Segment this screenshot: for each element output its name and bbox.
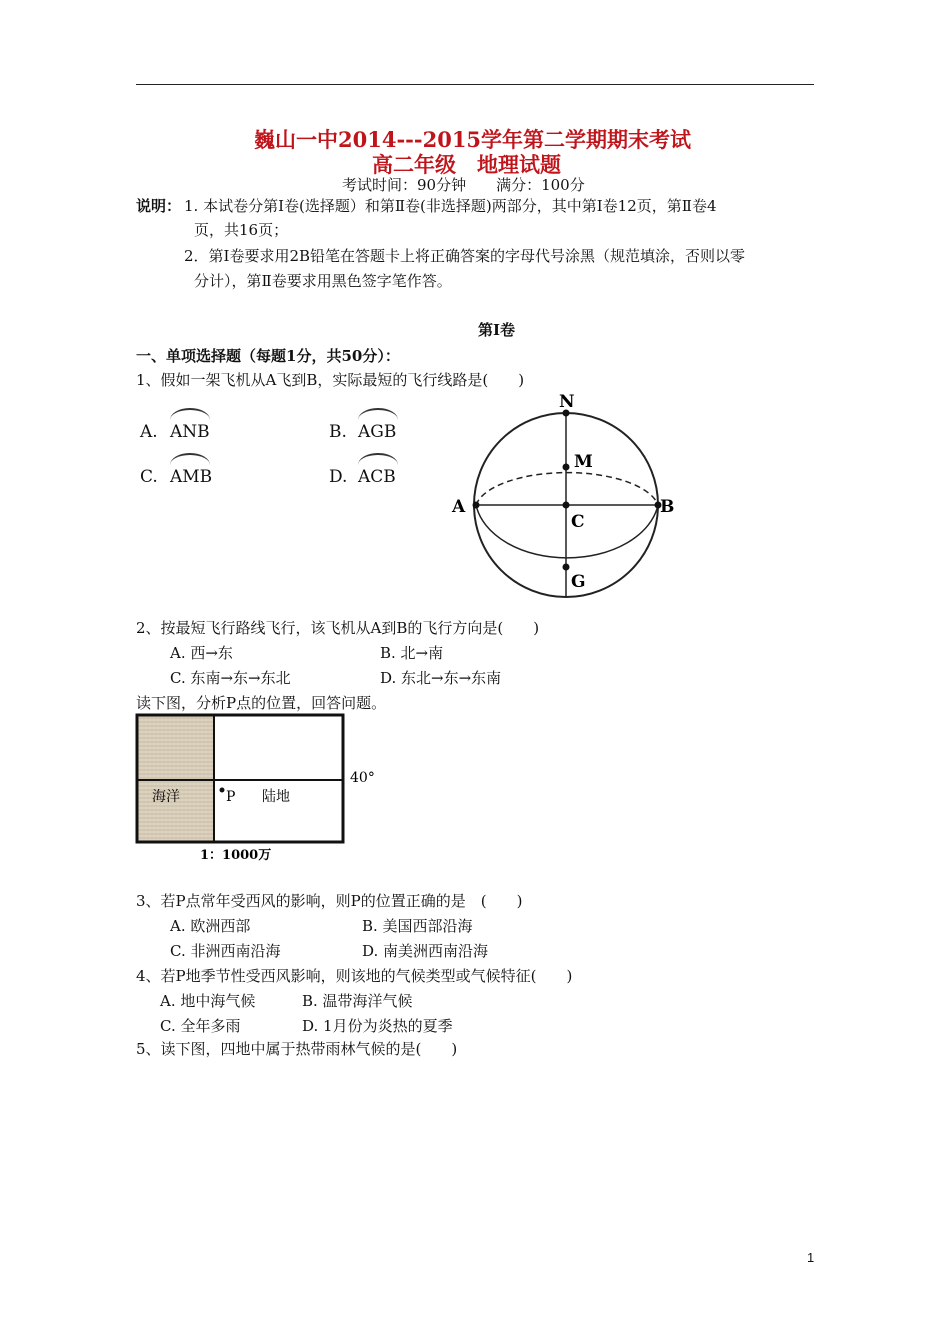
q4-option-b: B. 温带海洋气候 <box>302 992 413 1010</box>
q3-option-d: D. 南美洲西南沿海 <box>362 942 489 960</box>
point-a <box>473 502 480 509</box>
header-rule <box>136 84 814 85</box>
part-title: 一、单项选择题（每题1分，共50分）： <box>136 347 400 365</box>
map-scale: 1：1000万 <box>200 848 272 863</box>
q2-option-d: D. 东北→东→东南 <box>380 669 502 687</box>
q3-option-b: B. 美国西部沿海 <box>362 917 473 935</box>
ocean-label: 海洋 <box>152 789 180 805</box>
arc-agb <box>476 505 658 558</box>
note-2-line-1: 2．第Ⅰ卷要求用2B铅笔在答题卡上将正确答案的字母代号涂黑（规范填涂，否则以零 <box>184 247 746 265</box>
q3-option-c: C. 非洲西南沿海 <box>170 942 281 960</box>
ocean-land-map <box>134 712 384 864</box>
exam-info: 考试时间：90分钟 满分：100分 <box>342 176 585 194</box>
q3-option-a: A. 欧洲西部 <box>170 917 251 935</box>
q1-option-a-text: ANB <box>170 422 210 442</box>
ocean-area <box>137 715 214 842</box>
exam-title: 巍山一中2014---2015学年第二学期期末考试 <box>254 127 692 152</box>
q2-option-c: C. 东南→东→东北 <box>170 669 291 687</box>
q1-option-b-letter: B. <box>329 422 347 442</box>
arc-mark-icon <box>358 408 398 420</box>
globe-diagram <box>440 385 690 600</box>
point-p-label: P <box>226 789 236 805</box>
note-2-line-2: 分计），第Ⅱ卷要求用黑色签字笔作答。 <box>194 272 452 290</box>
q5-stem: 5、读下图，四地中属于热带雨林气候的是( ) <box>136 1040 458 1058</box>
land-label: 陆地 <box>262 789 290 805</box>
page-number: 1 <box>807 1250 815 1265</box>
label-n: N <box>559 392 575 412</box>
q1-option-a-letter: A. <box>140 422 158 442</box>
note-1-line-2: 页，共16页； <box>194 221 289 239</box>
arc-amb <box>476 473 658 505</box>
q4-option-a: A. 地中海气候 <box>160 992 256 1010</box>
point-c <box>563 502 570 509</box>
note-1-line-1: 1. 本试卷分第Ⅰ卷(选择题）和第Ⅱ卷(非选择题)两部分，其中第Ⅰ卷12页，第Ⅱ卷4 <box>184 197 717 215</box>
arc-mark-icon <box>170 453 210 465</box>
label-b: B <box>660 497 675 517</box>
label-a: A <box>452 497 466 517</box>
q1-stem: 1、假如一架飞机从A飞到B，实际最短的飞行线路是( ) <box>136 371 525 389</box>
q2-option-a: A. 西→东 <box>170 644 233 662</box>
arc-mark-icon <box>358 453 398 465</box>
label-c: C <box>571 512 585 532</box>
q4-stem: 4、若P地季节性受西风影响，则该地的气候类型或气候特征( ) <box>136 967 573 985</box>
q1-option-d-text: ACB <box>358 467 396 487</box>
q1-option-c-letter: C. <box>140 467 158 487</box>
volume-title: 第Ⅰ卷 <box>478 321 516 339</box>
q2-stem: 2、按最短飞行路线飞行，该飞机从A到B的飞行方向是( ) <box>136 619 540 637</box>
arc-mark-icon <box>170 408 210 420</box>
map-instruction: 读下图，分析P点的位置，回答问题。 <box>136 694 387 712</box>
label-g: G <box>571 572 586 592</box>
q3-stem: 3、若P点常年受西风的影响，则P的位置正确的是 ( ) <box>136 892 523 910</box>
point-g <box>563 564 570 571</box>
notes-label: 说明： <box>136 197 182 215</box>
exam-subtitle: 高二年级 地理试题 <box>372 152 561 177</box>
q4-option-d: D. 1月份为炎热的夏季 <box>302 1017 453 1035</box>
point-p <box>220 788 225 793</box>
label-m: M <box>574 452 593 472</box>
point-m <box>563 464 570 471</box>
q1-option-c-text: AMB <box>170 467 213 487</box>
q4-option-c: C. 全年多雨 <box>160 1017 241 1035</box>
q1-option-b-text: AGB <box>358 422 397 442</box>
q1-option-d-letter: D. <box>329 467 348 487</box>
q2-option-b: B. 北→南 <box>380 644 444 662</box>
latitude-label: 40° <box>350 770 375 786</box>
